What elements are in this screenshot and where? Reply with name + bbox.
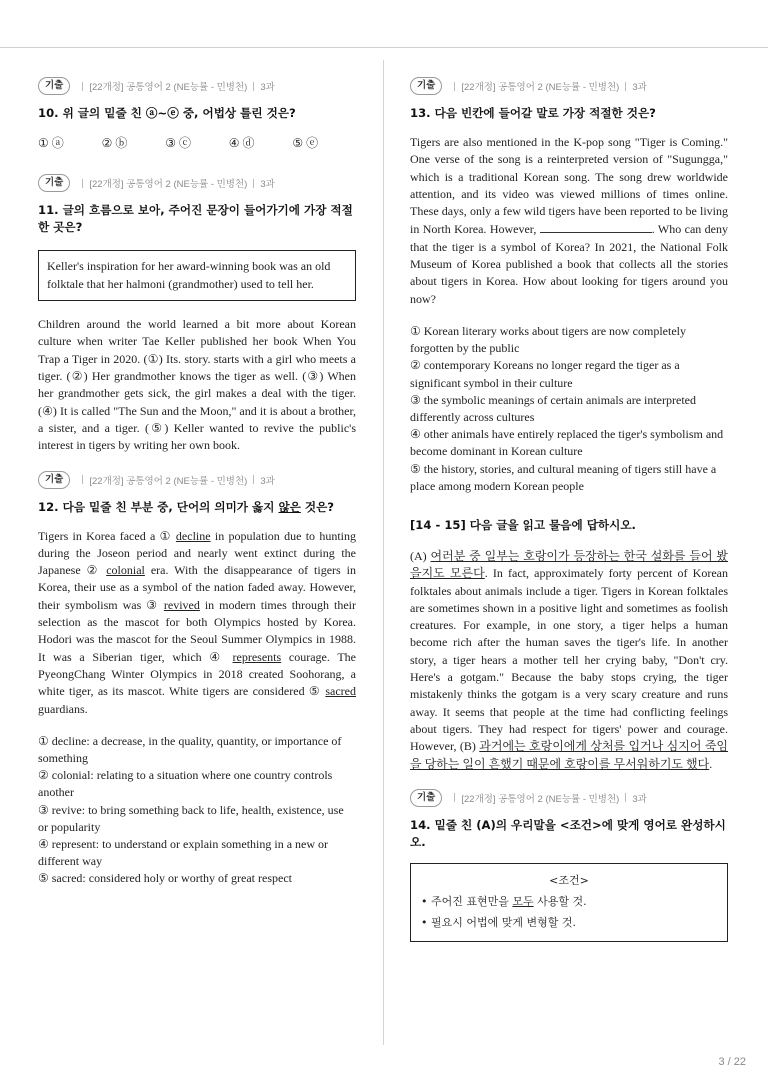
q14-source — [410, 788, 728, 808]
lesson-text: 3과 — [260, 82, 275, 93]
q12-source — [38, 470, 356, 490]
header-rule — [0, 47, 768, 48]
tag-badge: 기출 — [410, 77, 442, 95]
source-text: [22개정] 공통영어 2 (NE능률 - 민병천) — [461, 793, 620, 805]
q11-passage: Children around the world learned a bit more about Korean culture when writer Tae Keller published her book When You Trap a Tiger in 2020. (①) Its. story. starts with a girl who meets a tiger. (②) Her grandmother knows the tiger as well. (③) When her grandmother gets sick, the girl makes a deal with the tiger. (④) It is called "The Sun and the Moon," and it is about a brother, a sister, and a tiger. (⑤) Keller wanted to revive the public's interest in tigers by writing her own book. — [38, 317, 356, 453]
q12-title: 12. 다음 밑줄 친 부분 중, 단어의 의미가 옳지 않은 것은? — [38, 499, 335, 514]
tag-badge: 기출 — [38, 174, 70, 192]
lesson-text: 3과 — [260, 179, 275, 190]
condition-item: • 필요시 어법에 맞게 변형할 것. — [421, 915, 576, 929]
choice-item: ③ revive: to bring something back to life, health, existence, use or popularity — [38, 802, 344, 834]
lesson-text: 3과 — [260, 475, 275, 487]
q10-options — [38, 134, 356, 151]
choice-item: ② colonial: relating to a situation where one country controls another — [38, 768, 333, 800]
lesson-text: 3과 — [632, 793, 647, 805]
choice-item: ④ represent: to understand or explain something in a new or different way — [38, 837, 329, 869]
q11-given-sentence: Keller's inspiration for her award-winning book was an old folktale that her halmoni (grandmother) used to tell her. — [38, 250, 356, 301]
q14-title: 14. 밑줄 친 (A)의 우리말을 <조건>에 맞게 영어로 완성하시오. — [410, 817, 726, 849]
q11-source — [38, 173, 356, 193]
q10-option: ⑤ ⓔ — [292, 136, 319, 150]
page-number: 3 / 22 — [718, 1056, 746, 1068]
tag-badge: 기출 — [38, 77, 70, 95]
condition-item: • 주어진 표현만을 모두 사용할 것. — [421, 894, 587, 908]
underlined-word: colonial — [106, 563, 145, 578]
source-text: [22개정] 공통영어 2 (NE능률 - 민병천) — [89, 475, 248, 487]
choice-item: ③ the symbolic meanings of certain animals are interpreted differently across cultures — [410, 392, 696, 424]
left-column — [38, 76, 356, 910]
q13-choices — [410, 323, 728, 495]
underlined-word: represents — [232, 649, 282, 664]
lesson-text: 3과 — [632, 82, 647, 93]
underlined-word: revived — [163, 597, 200, 612]
source-text: [22개정] 공통영어 2 (NE능률 - 민병천) — [89, 179, 248, 190]
q10-option: ③ ⓒ — [165, 136, 191, 150]
choice-item: ⑤ the history, stories, and cultural meaning of tigers still have a place among modern Korean people — [410, 461, 717, 493]
source-text: [22개정] 공통영어 2 (NE능률 - 민병천) — [461, 82, 620, 93]
underlined-word: sacred — [325, 684, 356, 699]
tag-badge: 기출 — [410, 789, 442, 807]
q10-option: ② ⓑ — [101, 136, 128, 150]
q10-source — [38, 76, 356, 96]
source-text: [22개정] 공통영어 2 (NE능률 - 민병천) — [89, 82, 248, 93]
q10-title: 10. 위 글의 밑줄 친 ⓐ~ⓔ 중, 어법상 틀린 것은? — [38, 106, 296, 120]
section-heading: [14 - 15] 다음 글을 읽고 물음에 답하시오. — [410, 518, 636, 532]
answer-blank — [540, 220, 652, 233]
q13-passage: Tigers are also mentioned in the K-pop song "Tiger is Coming." One verse of the song is a reinterpreted version of "Sugungga," which is a traditional Korean song. The song drew worldwide attention, and its video was viewed millions of times online. These days, only a few wild tigers have been reported to be living in North Korea. However, . Who can deny that the tiger is a symbol of Korea? In 2021, the National Folk Museum of Korea published a book that collects all the stories about tigers in Korea. How about looking for tigers around you now? — [410, 135, 729, 306]
choice-item: ④ other animals have entirely replaced the tiger's symbolism and become dominant in Korean culture — [410, 427, 724, 459]
tag-badge: 기출 — [38, 471, 70, 489]
q12-passage: Tigers in Korea faced a ① decline in population due to hunting during the Joseon period and nearly went extinct during the Japanese ② colonial era. With the disappearance of tigers in Korea, their use as a symbol of the nation faded away. However, their symbolism was ③ revived in modern times through their selection as the mascot for both Olympics hosted by Korea. Hodori was the mascot for the Seoul Summer Olympics in 1988. It was a Siberian tiger, which ④ represents courage. The PyeongChang Winter Olympics in 2018 created Soohorang, a white tiger, as its mascot. White tigers are considered ⑤ sacred guardians. — [38, 528, 356, 716]
choice-item: ⑤ sacred: considered holy or worthy of great respect — [38, 871, 292, 886]
condition-box — [410, 863, 728, 942]
q13-title: 13. 다음 빈칸에 들어갈 말로 가장 적절한 것은? — [410, 106, 656, 120]
column-divider — [383, 60, 384, 1045]
choice-item: ① decline: a decrease, in the quality, quantity, or importance of something — [38, 733, 342, 766]
underlined-b: 과거에는 호랑이에게 상처를 입거나 심지어 죽임을 당하는 일이 흔했기 때문에 호랑이를 무서워하기도 했다 — [410, 739, 729, 771]
q11-title: 11. 글의 흐름으로 보아, 주어진 문장이 들어가기에 가장 적절한 곳은? — [38, 203, 353, 234]
passage-14-15: (A) 여러분 중 일부는 호랑이가 등장하는 한국 설화를 들어 봤을지도 모른다. In fact, approximately forty percent of Korean folktales about animals include a tiger. Tigers in Korean folktales are sometimes shown in a positive light and sometimes as foolish creatures. For example, in one story, a tiger helps a human become rich after the human saves the tiger's life. In another story, a tiger hears a mother tell her crying baby, "Don't cry. Here's a gotgam." Because the baby stops crying, the tiger mistakenly thinks the gotgam is a very scary creature and runs away. It seems that people at the time had conflicting feelings about tigers. They had respect for tigers' power and courage. However, (B) 과거에는 호랑이에게 상처를 입거나 심지어 죽임을 당하는 일이 흔했기 때문에 호랑이를 무서워하기도 했다. — [410, 549, 729, 771]
condition-title: <조건> — [549, 873, 589, 887]
right-column — [410, 76, 728, 942]
choice-item: ① Korean literary works about tigers are now completely forgotten by the public — [410, 323, 686, 356]
q12-choices — [38, 733, 356, 888]
q10-option: ④ ⓓ — [228, 136, 255, 150]
q10-option: ① ⓐ — [38, 136, 64, 150]
q13-source — [410, 76, 728, 96]
choice-item: ② contemporary Koreans no longer regard the tiger as a significant symbol in their culture — [410, 358, 680, 390]
underlined-a: 여러분 중 일부는 호랑이가 등장하는 한국 설화를 들어 봤을지도 모른다 — [410, 549, 728, 581]
underlined-word: decline — [175, 528, 211, 543]
